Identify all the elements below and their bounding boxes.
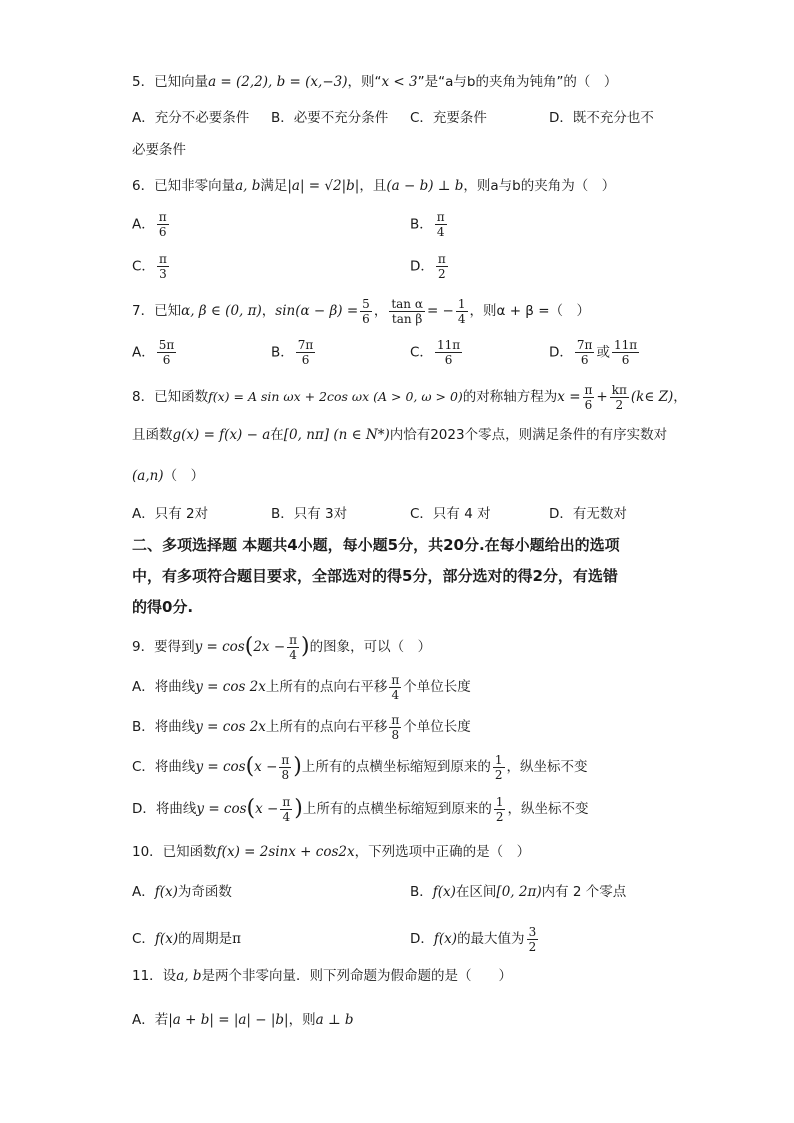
q6-option-c[interactable] <box>132 252 171 281</box>
option-function: y = cos <box>196 801 247 817</box>
right-paren: ) <box>301 634 310 659</box>
denominator: 6 <box>158 225 167 239</box>
numerator: 11π <box>613 338 638 352</box>
option-function: f(x) <box>154 884 178 900</box>
denominator: 8 <box>391 727 400 742</box>
left-paren: ( <box>245 754 255 779</box>
q5-stem-end: ”是“a与b的夹角为钝角”的（ ） <box>417 74 618 90</box>
q11-option-a[interactable] <box>132 1010 354 1030</box>
q11-stem-end: 是两个非零向量．则下列命题为假命题的是（ ） <box>201 968 512 984</box>
q11-stem-prefix: 11．设 <box>132 968 177 984</box>
or-word: 或 <box>596 344 610 361</box>
numerator: π <box>391 672 400 687</box>
option-mid: 上所有的点向右平移 <box>265 719 388 735</box>
q11-stem <box>132 966 512 986</box>
numerator: 5π <box>158 338 175 352</box>
q8-g-function: g(x) = f(x) − a <box>172 427 271 443</box>
numerator: π <box>281 752 290 767</box>
q6-option-b[interactable] <box>410 210 449 239</box>
section-heading-line-1: 二、多项选择题 本题共4小题，每小题5分，共20分.在每小题给出的选项 <box>132 536 620 554</box>
option-prefix: A．若 <box>132 1012 169 1028</box>
denominator: 6 <box>621 353 630 367</box>
numerator: π <box>391 712 400 727</box>
q6-stem-mid2: ，且 <box>359 178 387 194</box>
option-mid: ，则 <box>288 1012 316 1028</box>
q8-line2-end: 内恰有2023个零点，则满足条件的有序实数对 <box>389 427 668 443</box>
fraction <box>279 753 291 782</box>
q10-stem-end: ，下列选项中正确的是（ ） <box>354 844 531 860</box>
option-end: 个单位长度 <box>403 719 471 735</box>
fraction <box>436 252 448 281</box>
numerator: 1 <box>495 794 504 809</box>
denominator: 6 <box>584 397 593 412</box>
q5-option-d[interactable]: D．既不充分也不 <box>549 110 654 126</box>
q8-stem-line-1 <box>132 380 687 414</box>
option-value: π <box>232 931 241 947</box>
denominator: 2 <box>528 939 537 954</box>
denominator: 6 <box>444 353 453 367</box>
option-function: y = cos 2x <box>195 679 266 695</box>
q5-option-d-continued: 必要条件 <box>132 142 186 158</box>
q8-stem-mid: 的对称轴方程为 <box>462 389 558 405</box>
numerator: 11π <box>436 338 461 352</box>
denominator: 4 <box>391 687 400 702</box>
q11-vars: a, b <box>176 968 202 984</box>
q7-option-d[interactable] <box>549 338 641 367</box>
q6-option-d[interactable] <box>410 252 450 281</box>
option-interval: [0, 2π) <box>496 884 542 900</box>
q5-stem <box>132 72 617 92</box>
option-function: y = cos 2x <box>195 719 266 735</box>
fraction <box>435 338 462 367</box>
q10-option-c[interactable] <box>132 922 241 956</box>
denominator: 2 <box>494 767 503 782</box>
q8-interval: [0, nπ] (n ∈ N*) <box>283 427 390 443</box>
q7-condition-1: α, β ∈ (0, π) <box>181 303 262 319</box>
q5-option-b[interactable]: B．必要不充分条件 <box>271 110 389 126</box>
q5-vectors: a = (2,2), b = (x,−3) <box>208 74 348 90</box>
q9-option-b[interactable] <box>132 710 471 744</box>
fraction <box>287 633 299 662</box>
option-label: B． <box>271 344 294 361</box>
numerator: 1 <box>494 752 503 767</box>
q7-stem <box>132 294 590 328</box>
fraction <box>360 297 372 326</box>
numerator: 3 <box>528 924 537 939</box>
q8-ordered-pair: (a,n) <box>132 468 164 484</box>
q6-vars: a, b <box>235 178 261 194</box>
option-function-arg: x − <box>255 801 279 817</box>
q7-option-a[interactable] <box>132 338 178 367</box>
option-function: f(x) <box>433 931 458 947</box>
denominator: 8 <box>281 767 290 782</box>
option-text: 的周期是 <box>178 931 233 947</box>
q9-stem-prefix: 9．要得到 <box>132 639 195 655</box>
numerator: 5 <box>362 296 370 311</box>
q5-stem-prefix: 5．已知向量 <box>132 74 209 90</box>
q8-option-c[interactable]: C．只有 4 对 <box>410 506 491 522</box>
q8-axis-suffix: (k∈ Z) <box>630 389 674 405</box>
denominator: 6 <box>162 353 171 367</box>
q9-stem-end: 的图象，可以（ ） <box>309 639 432 655</box>
option-result: a ⊥ b <box>315 1012 354 1028</box>
q5-option-a[interactable]: A．充分不必要条件 <box>132 110 250 126</box>
option-text: 的最大值为 <box>457 931 525 947</box>
option-text: 内有 2 个零点 <box>541 884 627 900</box>
option-label: A． <box>132 216 155 233</box>
option-prefix: A．将曲线 <box>132 679 196 695</box>
fraction <box>296 338 316 367</box>
q8-stem-line-3 <box>132 466 204 486</box>
fraction <box>610 383 629 412</box>
numerator: π <box>158 210 167 224</box>
q7-condition-2: sin(α − β) = <box>275 303 359 319</box>
option-mid: 上所有的点横坐标缩短到原来的 <box>302 801 492 817</box>
q10-option-d[interactable] <box>410 922 540 956</box>
left-paren: ( <box>244 634 254 659</box>
q6-stem-end: ，则a与b的夹角为（ ） <box>463 178 616 194</box>
option-label: D． <box>549 344 573 361</box>
denominator: 6 <box>362 311 370 326</box>
q7-equals: = − <box>426 303 454 319</box>
option-text: 为奇函数 <box>177 884 232 900</box>
section-heading-line-3: 的得0分. <box>132 598 194 616</box>
numerator: 1 <box>457 296 466 311</box>
option-label: C． <box>410 344 433 361</box>
option-prefix: B．将曲线 <box>132 719 196 735</box>
fraction <box>583 383 595 412</box>
numerator: π <box>282 794 291 809</box>
option-text: 在区间 <box>455 884 497 900</box>
q9-stem <box>132 630 431 664</box>
denominator: tan β <box>391 311 423 326</box>
denominator: 6 <box>580 353 589 367</box>
option-label: C． <box>132 931 155 947</box>
q9-option-a[interactable] <box>132 670 471 704</box>
q8-function: f(x) = A sin ωx + 2cos ωx (A > 0, ω > 0) <box>208 389 463 404</box>
q7-separator: ， <box>373 303 388 319</box>
fraction <box>280 795 292 824</box>
q8-axis-prefix: x = <box>557 389 581 405</box>
q5-condition: x < 3 <box>381 74 418 90</box>
numerator: π <box>437 252 446 266</box>
q7-option-b[interactable] <box>271 338 317 367</box>
q5-option-c[interactable]: C．充要条件 <box>410 110 487 126</box>
denominator: 4 <box>436 225 445 239</box>
numerator: 7π <box>576 338 593 352</box>
q8-stem-prefix: 8．已知函数 <box>132 389 209 405</box>
option-label: B． <box>410 216 433 233</box>
q6-condition-2: (a − b) ⊥ b <box>386 178 464 194</box>
option-label: A． <box>132 344 155 361</box>
q8-option-a[interactable]: A．只有 2对 <box>132 506 209 522</box>
q6-option-a[interactable] <box>132 210 171 239</box>
q8-option-b[interactable]: B．只有 3对 <box>271 506 348 522</box>
right-paren: ) <box>294 796 303 821</box>
section-heading-line-2: 中，有多项符合题目要求，全部选对的得5分，部分选对的得2分，有选错 <box>132 567 618 585</box>
q10-option-a[interactable] <box>132 882 232 902</box>
q6-stem-mid: 满足 <box>260 178 288 194</box>
numerator: π <box>158 252 167 266</box>
q10-option-b[interactable] <box>410 882 626 902</box>
fraction <box>612 338 639 367</box>
fraction <box>527 925 539 954</box>
numerator: π <box>436 210 445 224</box>
denominator: 4 <box>289 647 297 662</box>
fraction <box>494 795 506 824</box>
denominator: 4 <box>282 809 291 824</box>
option-label: A． <box>132 884 155 900</box>
denominator: 6 <box>301 353 310 367</box>
option-label: D． <box>410 258 434 275</box>
q7-separator: ， <box>261 303 276 319</box>
q7-stem-end: ，则α + β =（ ） <box>469 303 591 319</box>
right-paren: ) <box>293 754 302 779</box>
q10-stem <box>132 842 530 862</box>
fraction <box>389 713 401 742</box>
option-function: f(x) <box>432 884 456 900</box>
q8-stem-line-2 <box>132 425 667 445</box>
q8-line2-mid: 在 <box>270 427 284 443</box>
option-label: B． <box>410 884 433 900</box>
fraction <box>435 210 447 239</box>
denominator: 2 <box>438 267 446 281</box>
fraction <box>157 338 177 367</box>
fraction <box>157 252 169 281</box>
q9-option-d[interactable] <box>132 792 588 826</box>
q6-stem-prefix: 6．已知非零向量 <box>132 178 236 194</box>
option-mid: 上所有的点向右平移 <box>265 679 388 695</box>
option-mid: 上所有的点横坐标缩短到原来的 <box>301 759 491 775</box>
q8-line2-prefix: 且函数 <box>132 427 173 443</box>
q9-function: y = cos <box>194 639 245 655</box>
option-prefix: D．将曲线 <box>132 801 197 817</box>
denominator: 2 <box>615 397 624 412</box>
fraction <box>493 753 505 782</box>
numerator: tan α <box>391 296 423 311</box>
numerator: 7π <box>297 338 314 352</box>
numerator: π <box>584 382 593 397</box>
q9-option-c[interactable] <box>132 750 588 784</box>
denominator: 2 <box>495 809 504 824</box>
q5-stem-mid: ，则“ <box>347 74 382 90</box>
option-end: ，纵坐标不变 <box>506 759 588 775</box>
q8-stem-end: （ ） <box>163 468 205 484</box>
numerator: π <box>289 632 298 647</box>
fraction <box>157 210 169 239</box>
denominator: 4 <box>457 311 466 326</box>
fraction <box>575 338 595 367</box>
fraction <box>456 297 468 326</box>
plus-sign: + <box>596 389 608 405</box>
left-paren: ( <box>246 796 256 821</box>
option-end: ，纵坐标不变 <box>507 801 589 817</box>
option-function-arg: x − <box>254 759 278 775</box>
q6-stem <box>132 176 615 196</box>
fraction <box>389 673 401 702</box>
denominator: 3 <box>159 267 167 281</box>
q8-option-d[interactable]: D．有无数对 <box>549 506 627 522</box>
option-prefix: C．将曲线 <box>132 759 196 775</box>
q6-condition-1: |a| = √2|b| <box>287 178 360 194</box>
numerator: kπ <box>611 382 627 397</box>
q10-stem-prefix: 10．已知函数 <box>132 844 217 860</box>
option-label: D． <box>410 931 434 947</box>
comma: ， <box>673 389 687 405</box>
fraction <box>389 297 425 326</box>
option-function: f(x) <box>154 931 179 947</box>
q9-function-arg: 2x − <box>253 639 286 655</box>
option-label: C． <box>132 258 155 275</box>
option-function: y = cos <box>195 759 246 775</box>
q7-stem-prefix: 7．已知 <box>132 303 182 319</box>
q7-option-c[interactable] <box>410 338 464 367</box>
option-condition: |a + b| = |a| − |b| <box>168 1012 289 1028</box>
option-end: 个单位长度 <box>403 679 471 695</box>
q10-function: f(x) = 2sinx + cos2x <box>216 844 355 860</box>
